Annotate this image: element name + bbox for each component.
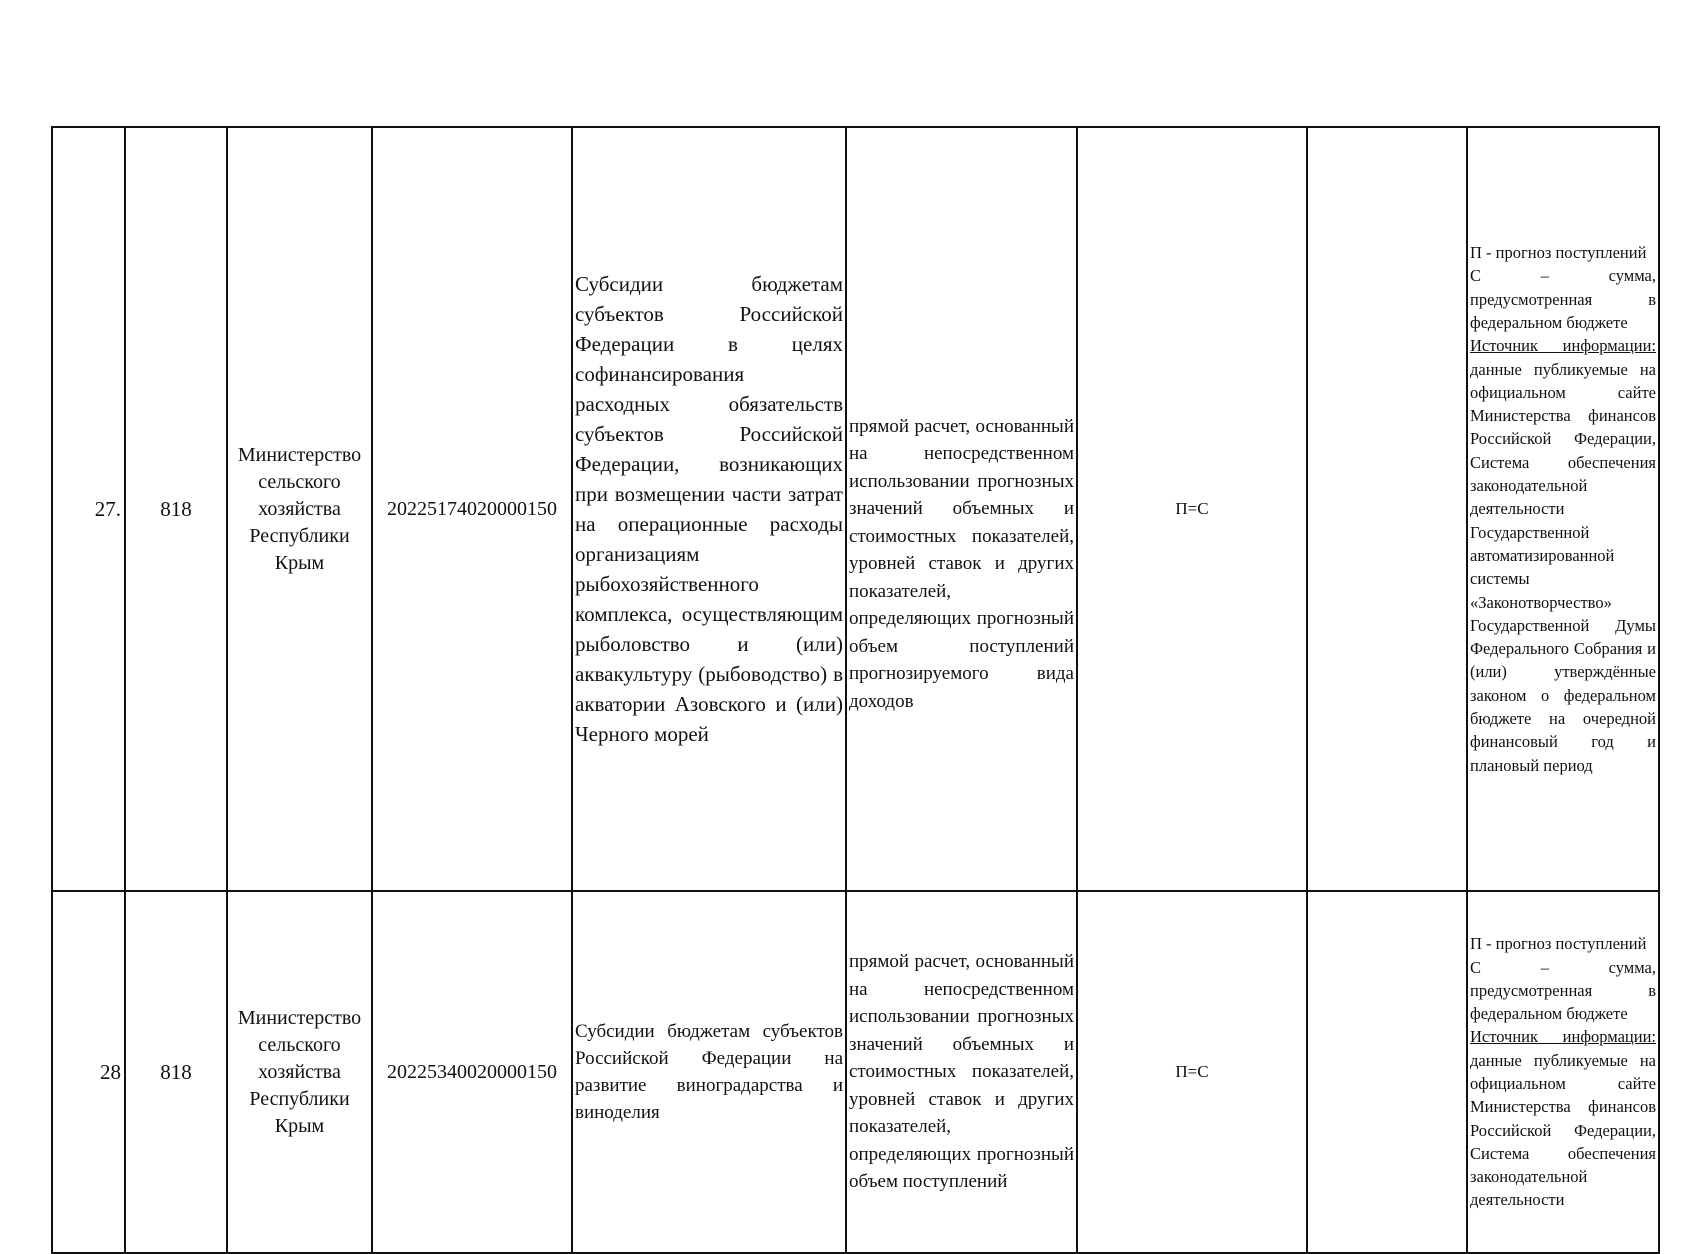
desc-source-text: данные публикуемые на официальном сайте Министерства финансов Российской Федерации, Система обеспечения законодательной деятельности bbox=[1470, 1050, 1656, 1210]
row-number: 27. bbox=[52, 127, 125, 891]
revenue-name: Субсидии бюджетам субъектов Российской Федерации в целях софинансирования расходных обязательств субъектов Российской Федерации, возникающих при возмещении части затрат на операционные расходы организациям рыбохозяйственного комплекса, осуществляющим рыболовство и (или) аквакультуру (рыбоводство) в акватории Азовского и (или) Черного морей bbox=[572, 127, 846, 891]
table-row bbox=[52, 127, 1659, 891]
desc-c: С – сумма, предусмотренная в федеральном бюджете bbox=[1470, 957, 1656, 1024]
revenue-forecast-table bbox=[51, 126, 1660, 1254]
budget-classification-code: 20225174020000150 bbox=[372, 127, 572, 891]
budget-classification-code: 20225340020000150 bbox=[372, 891, 572, 1253]
admin-name: Министерство сельского хозяйства Республики Крым bbox=[227, 891, 372, 1253]
desc-p: П - прогноз поступлений bbox=[1470, 243, 1647, 263]
admin-code: 818 bbox=[125, 891, 227, 1253]
formula: П=С bbox=[1077, 127, 1307, 891]
calculation-method: прямой расчет, основанный на непосредственном использовании прогнозных значений объемных и стоимостных показателей, уровней ставок и других показателей, определяющих прогнозный объем поступлений прогнозируемого вида доходов bbox=[846, 127, 1077, 891]
indicator-description bbox=[1467, 127, 1659, 891]
indicator-description bbox=[1467, 891, 1659, 1253]
desc-c: С – сумма, предусмотренная в федеральном бюджете bbox=[1470, 266, 1656, 332]
desc-p: П - прогноз поступлений bbox=[1470, 934, 1647, 954]
table-row bbox=[52, 891, 1659, 1253]
admin-name: Министерство сельского хозяйства Республики Крым bbox=[227, 127, 372, 891]
admin-code: 818 bbox=[125, 127, 227, 891]
formula: П=С bbox=[1077, 891, 1307, 1253]
calculation-method: прямой расчет, основанный на непосредственном использовании прогнозных значений объемных и стоимостных показателей, уровней ставок и других показателей, определяющих прогнозный объем поступлений bbox=[846, 891, 1077, 1253]
empty-cell bbox=[1307, 127, 1467, 891]
desc-source-label: Источник информации: bbox=[1470, 1027, 1656, 1047]
empty-cell bbox=[1307, 891, 1467, 1253]
revenue-name: Субсидии бюджетам субъектов Российской Федерации на развитие виноградарства и виноделия bbox=[572, 891, 846, 1253]
desc-source-label: Источник информации: bbox=[1470, 336, 1656, 356]
desc-source-text: данные публикуемые на официальном сайте Министерства финансов Российской Федерации, Система обеспечения законодательной деятельности Государственной автоматизированной системы «Законотворчество» Государственной Думы Федерального Собрания и (или) утверждённые законом о федеральном бюджете на очередной финансовый год и плановый период bbox=[1470, 359, 1656, 775]
row-number: 28 bbox=[52, 891, 125, 1253]
